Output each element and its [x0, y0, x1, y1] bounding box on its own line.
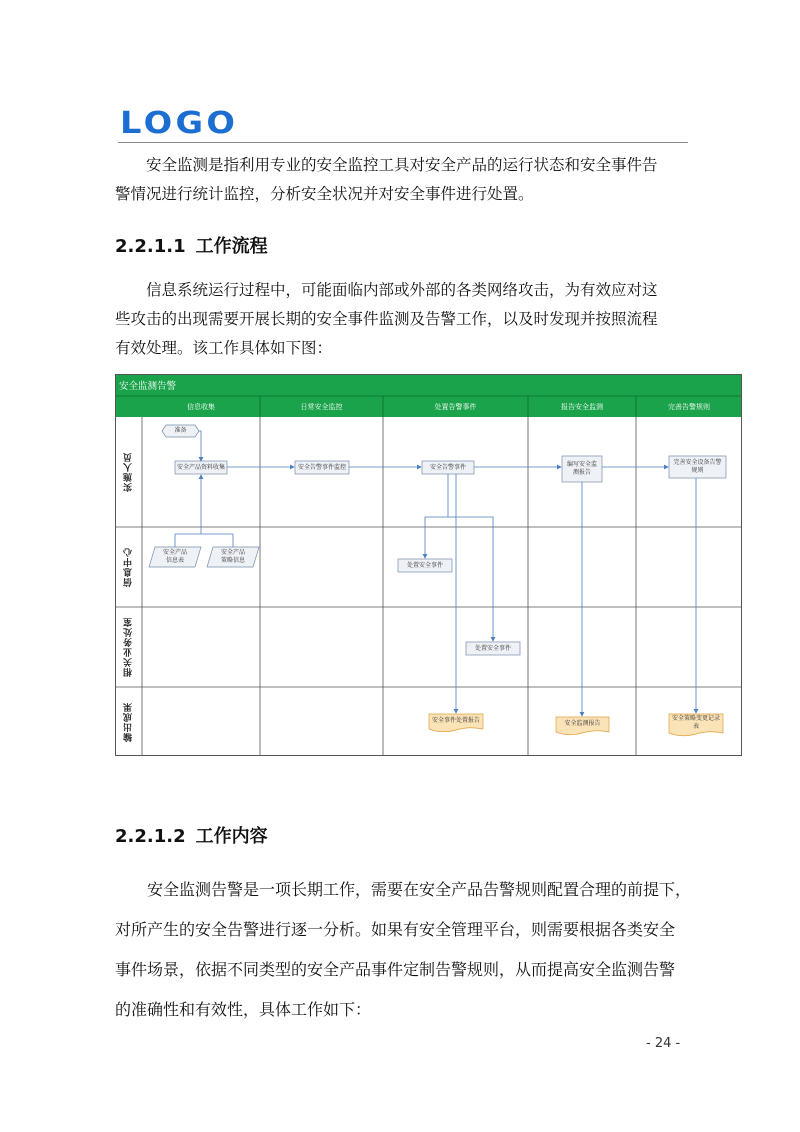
column-header-collect: 信息收集	[187, 403, 215, 411]
lane-implementer: 实施人员	[123, 452, 134, 492]
workflow-line-3: 有效处理。该工作具体如下图：	[115, 339, 333, 357]
improve-label: 完善安全设备告警 规则	[673, 459, 722, 474]
content-line-2: 对所产生的安全告警进行逐一分析。如果有安全管理平台，则需要根据各类安全	[115, 920, 676, 939]
handle-dept-label: 处置安全事件	[474, 644, 511, 652]
intro-line-1: 安全监测是指利用专业的安全监控工具对安全产品的运行状态和安全事件告	[146, 156, 658, 174]
content-paragraph	[115, 870, 690, 1030]
logo: LOGO	[120, 106, 239, 141]
section-heading-content	[115, 822, 268, 848]
handle-center-label: 处置安全事件	[406, 561, 443, 569]
prepare-label: 准备	[174, 427, 187, 434]
content-line-3: 事件场景，依据不同类型的安全产品事件定制告警规则，从而提高安全监测告警	[115, 960, 676, 979]
workflow-line-2: 些攻击的出现需要开展长期的安全事件监测及告警工作，以及时发现并按照流程	[115, 310, 658, 328]
page-number: - 24 -	[646, 1036, 681, 1051]
lane-output: 输出成果	[123, 701, 134, 742]
doc-product-info-label: 安全产品 信息表	[162, 549, 187, 564]
column-header-monitor: 日常安全监控	[300, 403, 343, 411]
section-number: 2.2.1.2	[115, 826, 186, 847]
lane-info-center: 信息中心	[123, 547, 134, 587]
alert-label: 安全告警事件	[429, 463, 466, 471]
section-heading-workflow	[115, 232, 268, 258]
monitor-label: 安全告警事件监控	[297, 463, 346, 471]
section-title: 工作内容	[195, 826, 268, 847]
doc-strategy-info-label: 安全产品 策略信息	[220, 549, 245, 564]
content-line-1: 安全监测告警是一项长期工作，需要在安全产品告警规则配置合理的前提下，	[147, 880, 692, 899]
output-report3-label: 安全策略变更记录 表	[671, 715, 720, 730]
workflow-paragraph	[115, 276, 690, 363]
collect-label: 安全产品资料收集	[176, 463, 225, 471]
column-header-improve: 完善告警规则	[668, 403, 710, 411]
section-number: 2.2.1.1	[115, 236, 186, 257]
output-report2-label: 安全监测报告	[564, 720, 601, 727]
write-report-label: 编写安全监 测报告	[566, 461, 597, 476]
section-title: 工作流程	[195, 236, 268, 257]
diagram-title: 安全监测告警	[119, 381, 177, 392]
output-report1-label: 安全事件处置报告	[431, 717, 480, 724]
lane-related-dept: 相关业务处室	[123, 617, 134, 677]
column-header-report: 报告安全监测	[561, 403, 603, 411]
column-header-handle: 处置告警事件	[434, 403, 477, 411]
intro-paragraph	[115, 151, 690, 209]
workflow-line-1: 信息系统运行过程中，可能面临内部或外部的各类网络攻击，为有效应对这	[146, 281, 658, 299]
swimlane-diagram	[115, 374, 742, 756]
intro-line-2: 警情况进行统计监控，分析安全状况并对安全事件进行处置。	[115, 185, 534, 203]
header-divider	[118, 142, 688, 143]
content-line-4: 的准确性和有效性，具体工作如下：	[115, 1000, 372, 1019]
